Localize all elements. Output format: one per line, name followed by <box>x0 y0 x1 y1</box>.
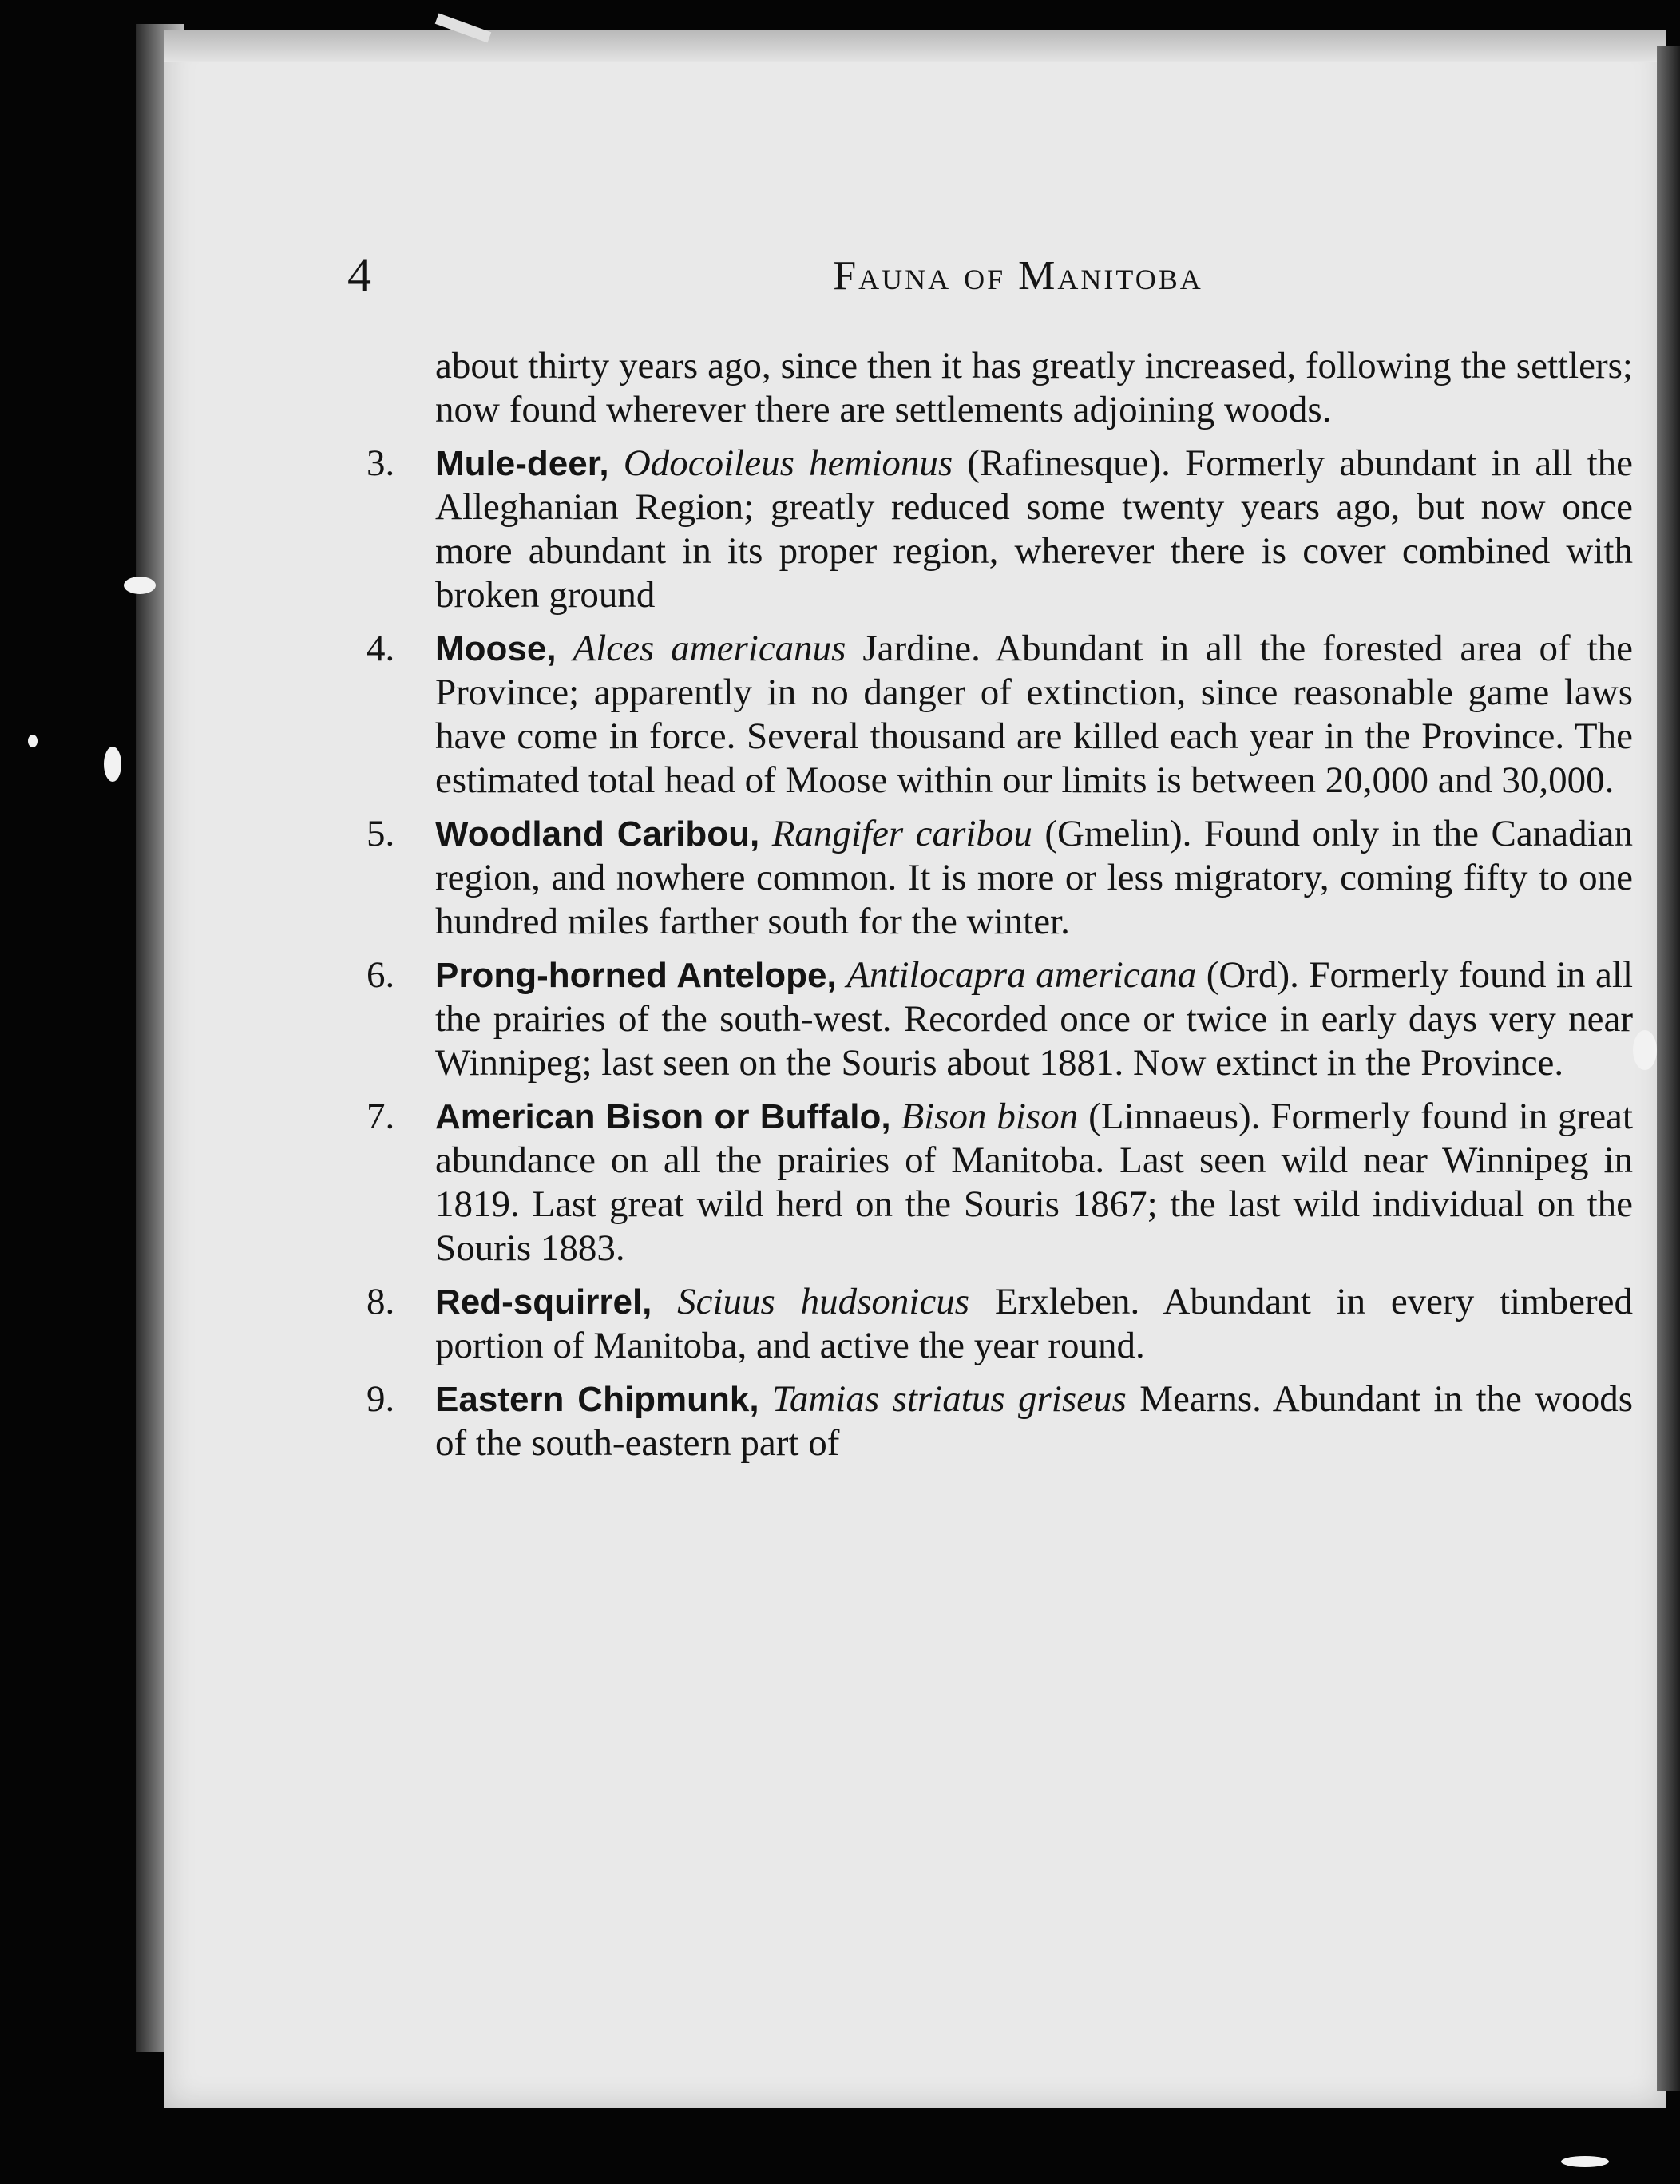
page-header <box>164 248 1666 311</box>
running-title: Fauna of Manitoba <box>833 253 1203 299</box>
dust-speck <box>1561 2156 1609 2167</box>
entry-number: 5. <box>367 813 395 854</box>
scientific-name: Alces americanus <box>573 628 846 669</box>
page-number: 4 <box>347 248 371 301</box>
species-entry-4 <box>367 627 1633 803</box>
entry-number: 7. <box>367 1096 395 1137</box>
dust-speck <box>104 747 121 782</box>
entry-number: 8. <box>367 1281 395 1322</box>
entry-description: Erxleben. Abundant in every timbered portion of Manitoba, and active the year round. <box>435 1281 1633 1366</box>
body-text <box>367 344 1634 1465</box>
entry-description: (Rafinesque). Formerly abundant in all the Alleghanian Region; greatly reduced some twenty years ago, but now once more abundant in its proper region, wherever there is cover combined with broken ground <box>435 442 1633 616</box>
entry-description: (Linnaeus). Formerly found in great abundance on all the prairies of Manitoba. Last seen wild near Winnipeg in 1819. Last great wild herd on the Souris 1867; the last wild individual on the Souris 1883. <box>435 1096 1633 1269</box>
species-entry-6 <box>367 953 1634 1085</box>
common-name: Moose, <box>435 629 557 668</box>
species-entry-5 <box>367 812 1633 944</box>
entry-description: (Gmelin). Found only in the Canadian region, and nowhere common. It is more or less migratory, coming fifty to one hundred miles farther south for the winter. <box>435 813 1633 942</box>
dust-speck <box>28 735 38 747</box>
scientific-name: Tamias striatus griseus <box>772 1378 1127 1420</box>
intro-paragraph: about thirty years ago, since then it has greatly increased, following the settlers; now found wherever there are settlements adjoining woods. <box>435 345 1633 430</box>
scientific-name: Rangifer caribou <box>771 813 1032 854</box>
entry-description: Mearns. Abundant in the woods of the south-eastern part of <box>435 1378 1634 1464</box>
common-name: Eastern Chipmunk, <box>435 1380 759 1419</box>
species-entry-7 <box>367 1095 1633 1270</box>
dust-speck <box>1633 1030 1657 1070</box>
book-page <box>164 30 1666 2108</box>
species-entry-8 <box>367 1280 1633 1368</box>
entry-number: 4. <box>367 628 395 669</box>
species-entry-9 <box>367 1377 1634 1465</box>
common-name: Prong-horned Antelope, <box>435 956 837 995</box>
entry-number: 9. <box>367 1378 395 1420</box>
entry-number: 6. <box>367 954 395 996</box>
entry-number: 3. <box>367 442 395 484</box>
dust-speck <box>124 577 156 594</box>
entry-description: (Ord). Formerly found in all the prairies of the south-west. Recorded once or twice in early days very near Winnipeg; last seen on the Souris about 1881. Now extinct in the Province. <box>435 954 1634 1084</box>
common-name: Red-squirrel, <box>435 1282 652 1322</box>
species-entry-3 <box>367 442 1633 617</box>
scientific-name: Antilocapra americana <box>846 954 1197 996</box>
page-top-band <box>164 30 1666 62</box>
scientific-name: Odocoileus hemionus <box>623 442 953 484</box>
common-name: American Bison or Buffalo, <box>435 1097 891 1136</box>
scientific-name: Bison bison <box>901 1096 1079 1137</box>
scientific-name: Sciuus hudsonicus <box>677 1281 970 1322</box>
common-name: Mule-deer, <box>435 444 609 483</box>
common-name: Woodland Caribou, <box>435 815 760 854</box>
page-right-edge <box>1657 46 1680 2091</box>
entry-description: Jardine. Abundant in all the forested area of the Province; apparently in no danger of extinction, since reasonable game laws have come in force. Several thousand are killed each year in the Province. The estimated total head of Moose within our limits is between 20,000 and 30,000. <box>435 628 1633 801</box>
